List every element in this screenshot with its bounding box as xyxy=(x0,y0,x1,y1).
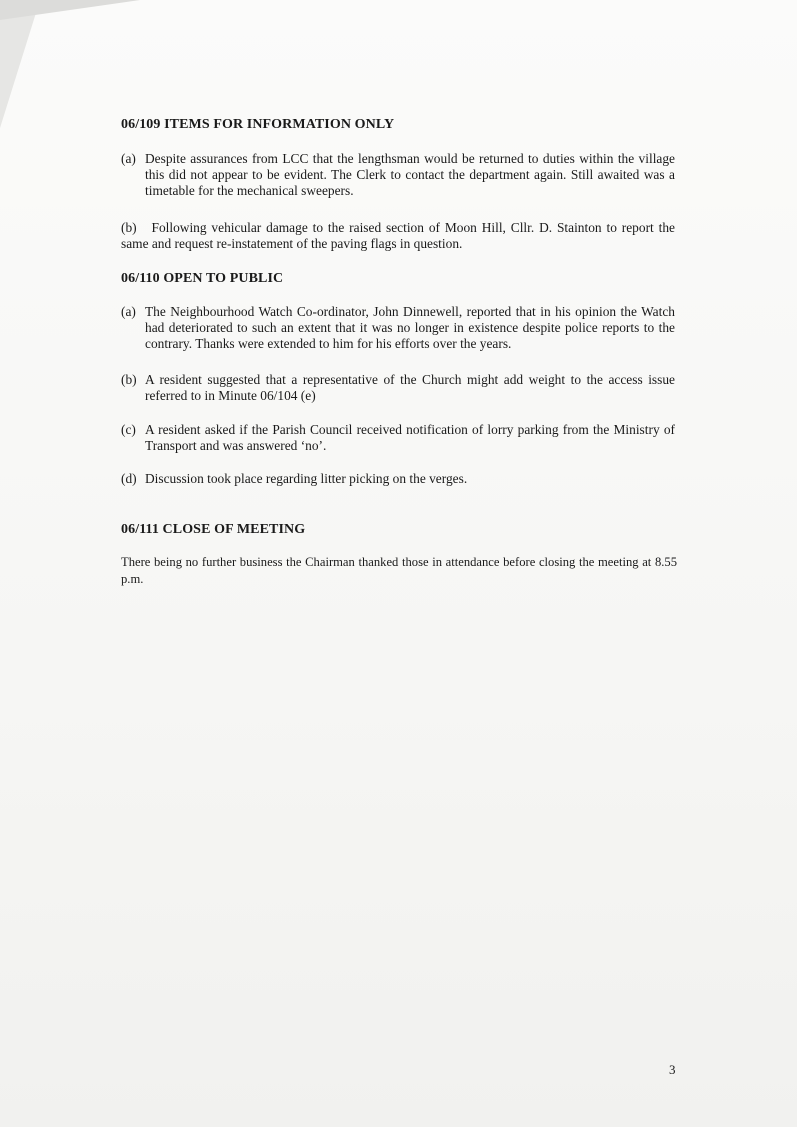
info-item-b-label: (b) xyxy=(121,220,137,235)
public-item-c-text: A resident asked if the Parish Council received notification of lorry parking from the Ministry of Transport and was answered ‘no’. xyxy=(145,422,675,453)
public-item-d xyxy=(121,471,675,487)
public-item-b xyxy=(121,372,675,404)
close-of-meeting-text: There being no further business the Chairman thanked those in attendance before closing the meeting at 8.55 p.m. xyxy=(121,555,677,586)
info-item-a xyxy=(121,151,675,199)
scan-corner-shadow-top xyxy=(0,0,140,20)
public-item-a-label: (a) xyxy=(121,304,136,319)
page-number: 3 xyxy=(669,1062,676,1077)
section-heading-open-to-public: 06/110 OPEN TO PUBLIC xyxy=(121,271,284,286)
public-item-c-label: (c) xyxy=(121,422,136,437)
public-item-c xyxy=(121,422,675,454)
public-item-a xyxy=(121,304,675,352)
public-item-a-text: The Neighbourhood Watch Co-ordinator, John Dinnewell, reported that in his opinion the Watch had deteriorated to such an extent that it was no longer in existence despite police reports to the contrary. Thanks were extended to him for his efforts over the years. xyxy=(145,304,675,351)
info-item-b-text: Following vehicular damage to the raised section of Moon Hill, Cllr. D. Stainton to report the same and request re-instatement of the paving flags in question. xyxy=(121,220,675,251)
section-heading-close-of-meeting: 06/111 CLOSE OF MEETING xyxy=(121,522,306,537)
info-item-a-label: (a) xyxy=(121,151,136,166)
info-item-a-text: Despite assurances from LCC that the lengthsman would be returned to duties within the village this did not appear to be evident. The Clerk to contact the department again. Still awaited was a timetable for the mechanical sweepers. xyxy=(145,151,675,198)
public-item-d-text: Discussion took place regarding litter picking on the verges. xyxy=(145,471,468,486)
public-item-b-label: (b) xyxy=(121,372,137,387)
public-item-d-label: (d) xyxy=(121,471,137,486)
section-heading-items-for-information: 06/109 ITEMS FOR INFORMATION ONLY xyxy=(121,117,395,132)
info-item-b xyxy=(121,220,675,252)
public-item-b-text: A resident suggested that a representative of the Church might add weight to the access issue referred to in Minute 06/104 (e) xyxy=(145,372,675,403)
